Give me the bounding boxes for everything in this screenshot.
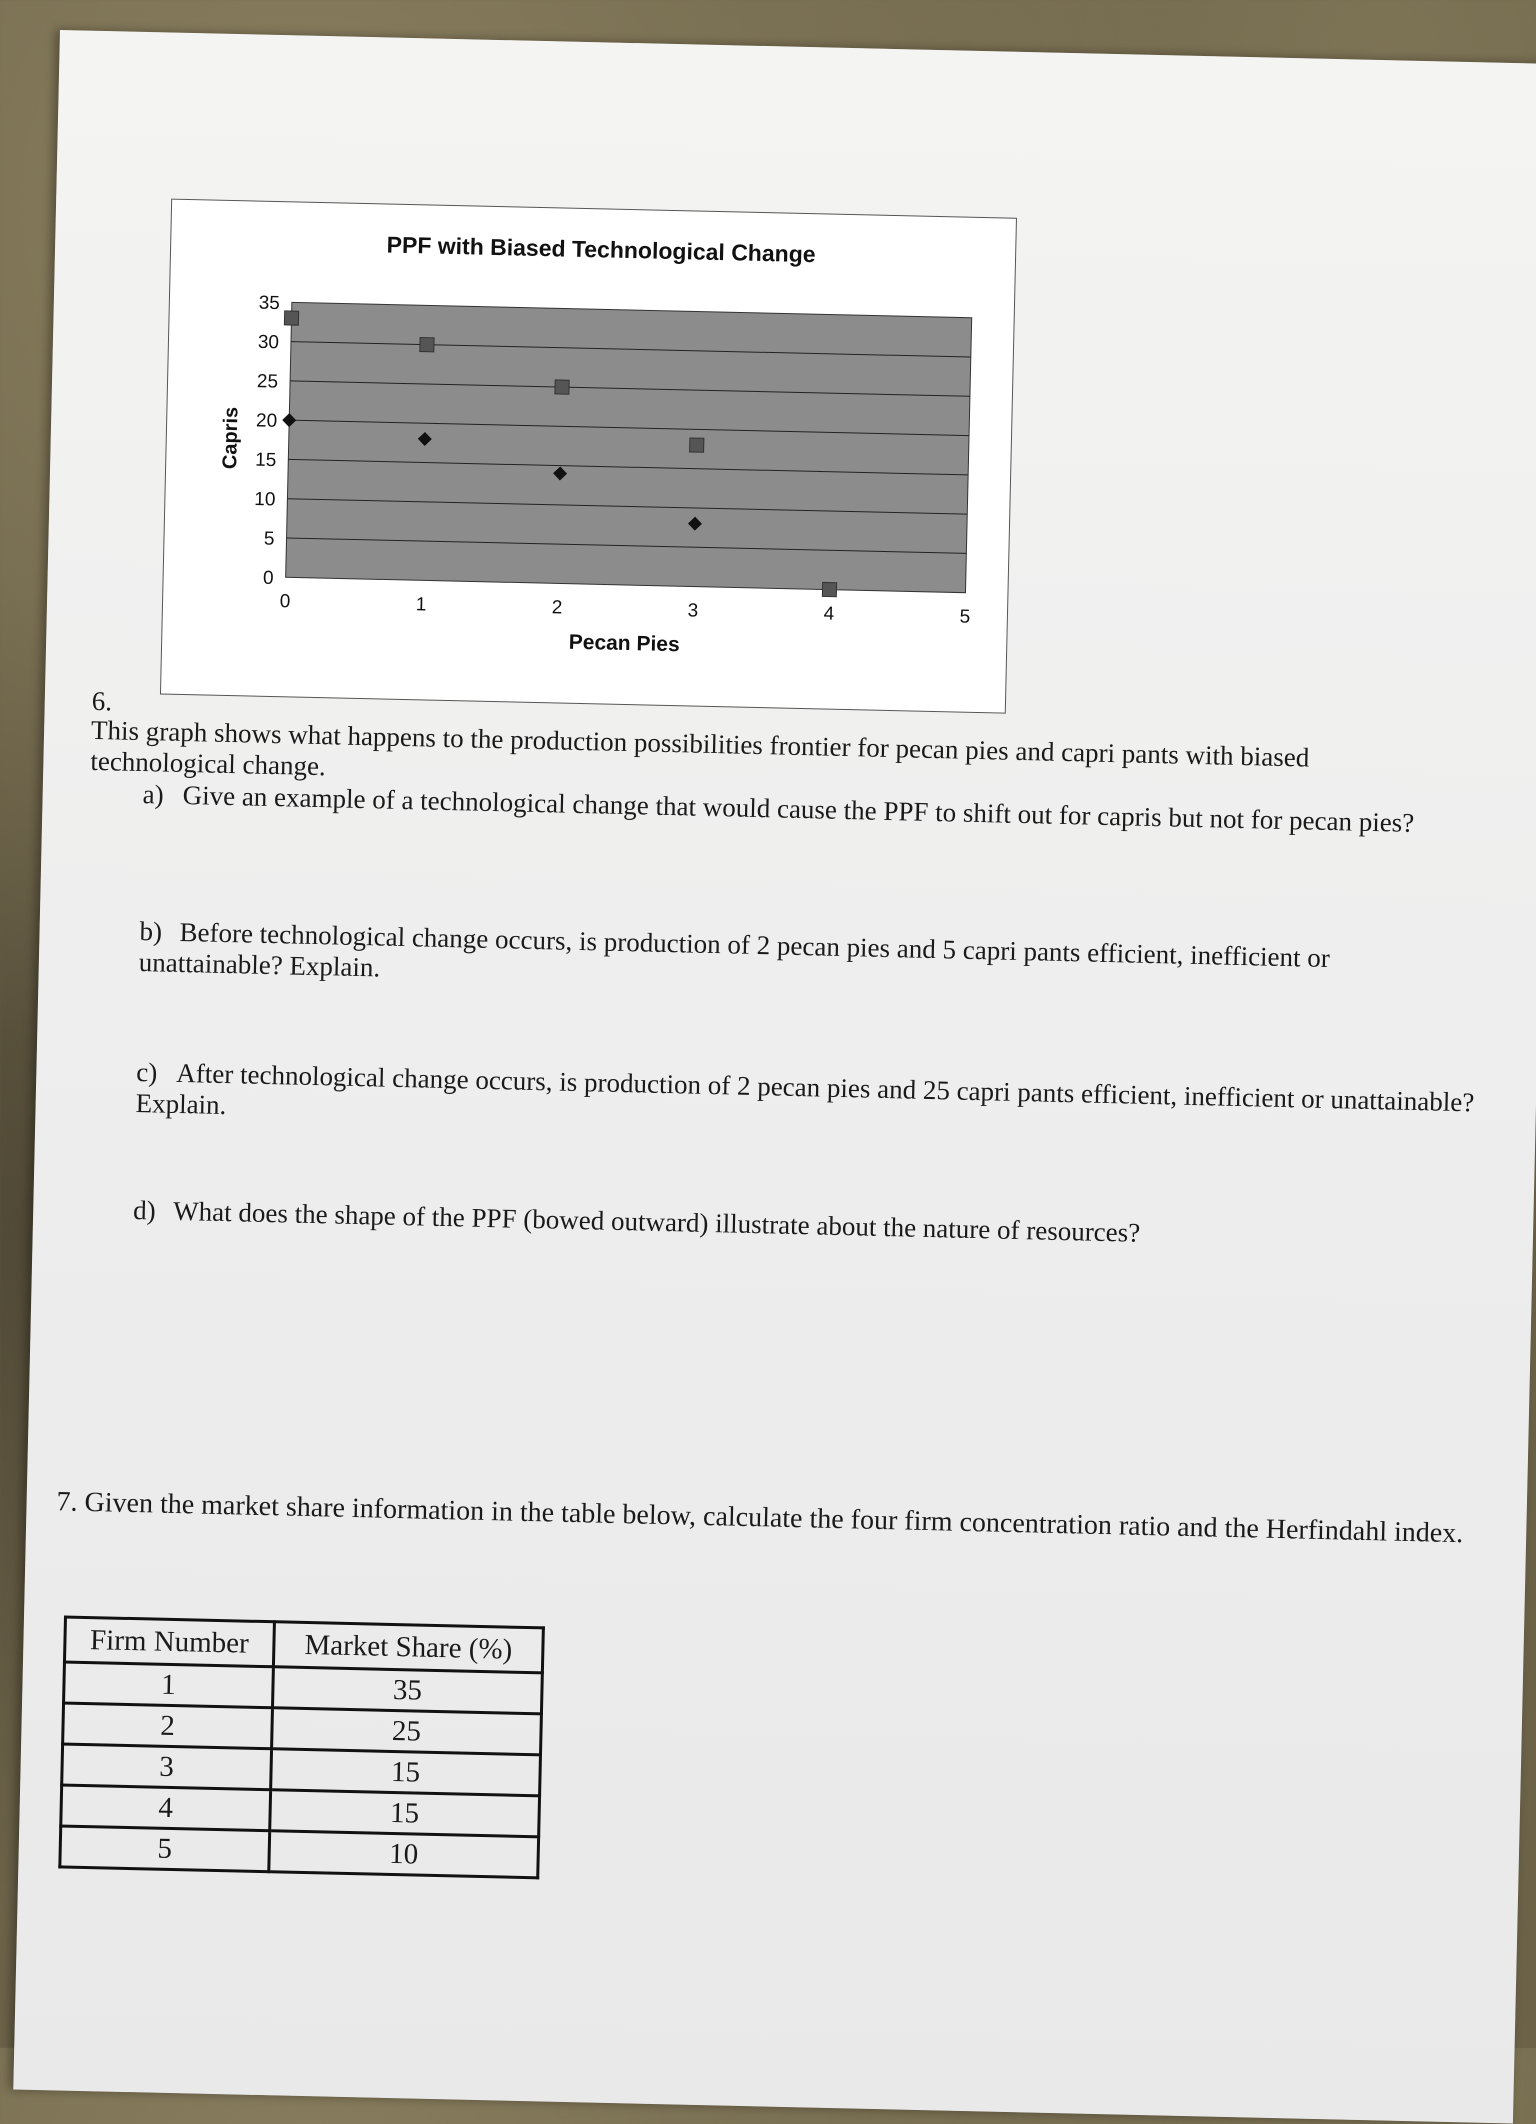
plot-area [286,302,972,592]
question-6a-label: a) [142,779,165,810]
chart-title: PPF with Biased Technological Change [386,231,816,268]
market-share-cell: 10 [269,1831,539,1878]
after-point-square [420,338,434,352]
question-6b-text: Before technological change occurs, is production of 2 pecan pies and 5 capri pants efficient, inefficient or unattainable? Explain. [138,916,1331,983]
firm-number-cell: 1 [64,1662,274,1708]
question-6d-label: d) [132,1194,157,1226]
x-tick-label: 0 [279,591,291,613]
firm-number-cell: 2 [63,1703,273,1749]
firm-number-cell: 4 [61,1785,271,1831]
y-tick-label: 15 [254,449,277,472]
header-firm-number: Firm Number [64,1617,274,1667]
worksheet-paper [13,30,1536,2124]
question-6b [139,916,1480,1008]
y-tick-label: 10 [254,488,276,511]
question-6c [135,1057,1486,1150]
firm-number-cell: 5 [60,1826,270,1872]
y-axis-label: Capris [219,406,243,470]
after-point-square [822,582,836,596]
y-tick-label: 5 [263,528,275,550]
y-tick-label: 25 [256,371,279,393]
y-axis-ticks [252,293,280,589]
y-tick-label: 35 [258,292,281,315]
y-tick-label: 0 [262,567,274,589]
question-6c-text: After technological change occurs, is production of 2 pecan pies and 25 capri pants efficient, inefficient or unattainable? Explain. [135,1057,1475,1121]
question-6b-label: b) [139,916,163,947]
worksheet-content [13,30,1536,2124]
x-axis-label: Pecan Pies [568,630,680,657]
question-6a-text: Give an example of a technological change that would cause the PPF to shift out for capris but not for pecan pies? [182,779,1415,838]
question-6-number: 6. [91,685,113,717]
after-point-square [690,438,704,452]
after-point-square [284,311,298,325]
ppf-chart-svg [161,200,1016,713]
ppf-chart [160,199,1017,714]
x-axis-ticks [280,591,971,628]
firm-number-cell: 3 [62,1744,272,1790]
question-6d-text: What does the shape of the PPF (bowed outward) illustrate about the nature of resources? [172,1195,1141,1248]
header-market-share: Market Share (%) [273,1622,543,1673]
y-tick-label: 30 [257,331,280,354]
x-tick-label: 4 [823,603,835,625]
x-tick-label: 3 [687,600,699,622]
question-6-intro: This graph shows what happens to the production possibilities frontier for pecan pies and capri pants with biased technological change. [90,714,1310,782]
x-tick-label: 1 [415,594,427,616]
market-share-cell: 15 [271,1749,541,1796]
y-tick-label: 20 [255,410,278,432]
question-6c-label: c) [136,1057,158,1088]
market-share-cell: 25 [272,1708,542,1755]
question-6d [133,1195,1433,1255]
after-point-square [555,380,569,394]
question-7-text: 7. Given the market share information in the table below, calculate the four firm concentration ratio and the Herfindahl index. [56,1486,1464,1550]
market-share-cell: 15 [270,1790,540,1837]
market-share-table [58,1615,545,1879]
market-share-cell: 35 [272,1667,542,1714]
x-tick-label: 2 [551,597,563,619]
x-tick-label: 5 [959,606,971,628]
